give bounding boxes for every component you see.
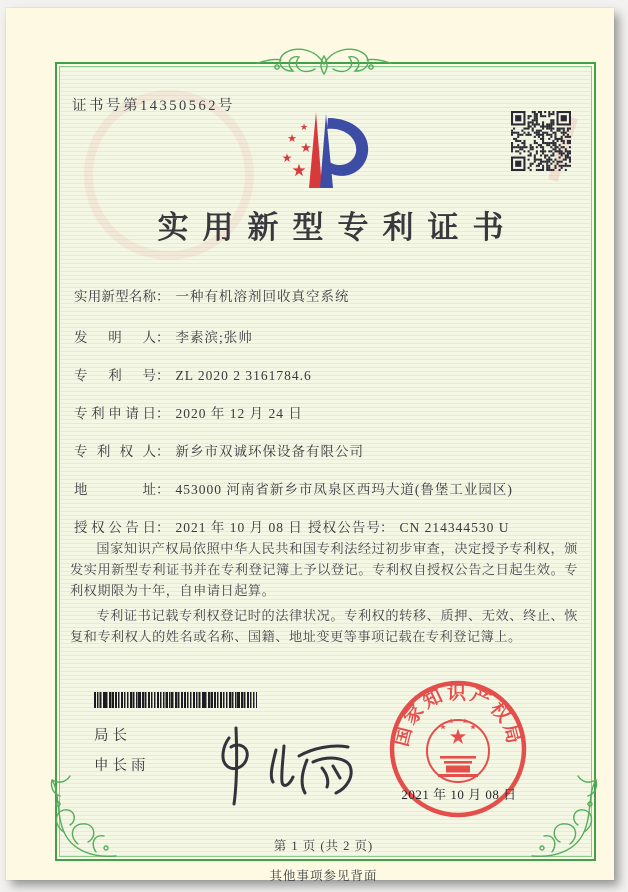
field-label: 专利申请日 xyxy=(74,406,156,421)
field-colon: ： xyxy=(156,444,170,459)
field-colon: ： xyxy=(156,520,170,535)
certificate-page xyxy=(6,8,614,883)
field-row-address xyxy=(74,478,513,498)
signature-icon xyxy=(181,708,361,808)
field-label: 专利权人 xyxy=(74,444,156,459)
field-value: CN 214344530 U xyxy=(399,520,510,535)
cnipa-logo-icon xyxy=(254,100,389,195)
field-colon: ： xyxy=(156,368,170,383)
field-row-inventor xyxy=(74,326,253,346)
field-value: ZL 2020 2 3161784.6 xyxy=(175,368,312,383)
barcode-icon xyxy=(94,692,257,708)
field-row-patentee xyxy=(74,440,364,460)
logo-star: ★ xyxy=(300,140,312,155)
field-colon: ： xyxy=(156,482,170,497)
seal-text: 国家知识产权局 xyxy=(391,682,525,749)
field-value: 2020 年 12 月 24 日 xyxy=(175,406,303,421)
field-label: 专利号 xyxy=(74,368,156,383)
logo-star: ★ xyxy=(281,151,293,165)
logo-p-bowl xyxy=(327,118,368,176)
field-row-filing-date xyxy=(74,402,303,422)
logo-star: ★ xyxy=(291,161,307,180)
logo-star: ★ xyxy=(287,133,297,145)
field-colon: ： xyxy=(156,289,170,304)
certificate-title: 实用新型专利证书 xyxy=(157,210,518,245)
field-label: 实用新型名称 xyxy=(74,289,156,304)
field-row-grant-date xyxy=(74,516,510,536)
director-title: 局长 xyxy=(94,728,131,744)
legal-paragraph: 专利证书记载专利权登记时的法律状况。专利权的转移、质押、无效、终止、恢复和专利权人的姓名或名称、国籍、地址变更等事项记载在专利登记簿上。 xyxy=(70,608,578,644)
field-value: 李素滨;张帅 xyxy=(175,330,253,345)
legal-paragraph: 国家知识产权局依照中华人民共和国专利法经过初步审查，决定授予专利权，颁发实用新型专利证书并在专利登记簿上予以登记。专利权自授权公告之日起生效。专利权期限为十年，自申请日起算。 xyxy=(70,541,578,598)
field-label: 发明人 xyxy=(74,330,156,345)
field-label: 授权公告号 xyxy=(308,520,380,535)
field-value: 2021 年 10 月 08 日 xyxy=(175,520,303,535)
field-label: 地址 xyxy=(74,482,156,497)
field-row-patent-no xyxy=(74,364,312,384)
seal-date: 2021 年 10 月 08 日 xyxy=(401,787,517,802)
director-name: 申长雨 xyxy=(94,758,150,774)
legal-text xyxy=(70,538,578,651)
qr-code-icon xyxy=(511,111,571,171)
field-grant-number xyxy=(308,516,510,536)
page-indicator: 第 1 页 (共 2 页) xyxy=(273,839,374,853)
field-value: 新乡市双诚环保设备有限公司 xyxy=(175,444,364,459)
logo-star: ★ xyxy=(299,122,309,132)
field-colon: ： xyxy=(156,406,170,421)
certificate-number: 证书号第14350562号 xyxy=(72,98,235,114)
back-side-note: 其他事项参见背面 xyxy=(269,869,378,883)
field-label: 授权公告日 xyxy=(74,520,156,535)
field-colon: ： xyxy=(380,520,394,535)
field-colon: ： xyxy=(156,330,170,345)
field-row-name xyxy=(74,285,350,305)
field-value: 一种有机溶剂回收真空系统 xyxy=(175,289,350,304)
field-value: 453000 河南省新乡市凤泉区西玛大道(鲁堡工业园区) xyxy=(175,482,513,497)
